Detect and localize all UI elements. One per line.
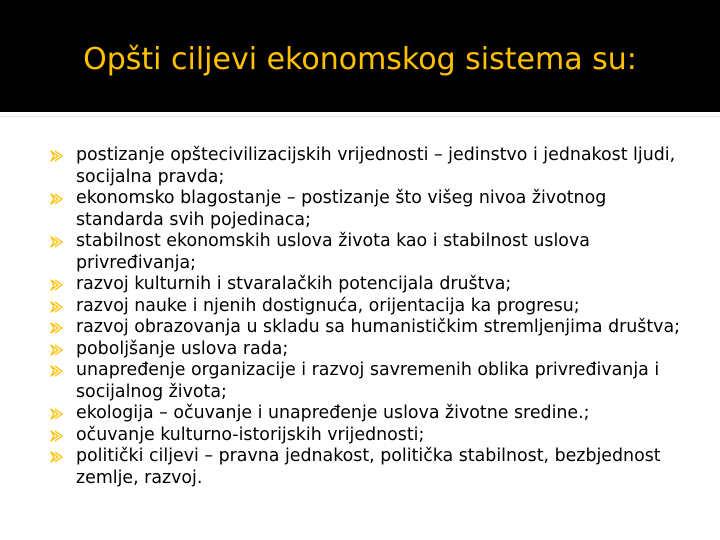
bullet-item	[50, 145, 690, 188]
bullet-text: unapređenje organizacije i razvoj savremenih oblika privređivanja i socijalnog života;	[76, 360, 660, 402]
bullet-text: očuvanje kulturno-istorijskih vrijednosti;	[76, 424, 425, 445]
hollow-diamond-arrow-icon	[50, 301, 64, 313]
bullet-text: ekonomsko blagostanje – postizanje što višeg nivoa životnog standarda svih pojedinaca;	[76, 188, 607, 230]
bullet-text: razvoj nauke i njenih dostignuća, orijentacija ka progresu;	[76, 295, 580, 316]
hollow-diamond-arrow-icon	[50, 408, 64, 420]
bullet-list	[50, 145, 690, 489]
bullet-text: politički ciljevi – pravna jednakost, politička stabilnost, bezbjednost zemlje, razvoj.	[76, 446, 661, 488]
hollow-diamond-arrow-icon	[50, 150, 64, 162]
bullet-text: razvoj kulturnih i stvaralačkih potencijala društva;	[76, 274, 512, 294]
hollow-diamond-arrow-icon	[50, 344, 64, 356]
bullet-item	[50, 231, 690, 274]
bullet-item	[50, 296, 690, 318]
slide-title: Opšti ciljevi ekonomskog sistema su:	[83, 42, 637, 77]
hollow-diamond-arrow-icon	[50, 365, 64, 377]
bullet-item	[50, 446, 690, 489]
hollow-diamond-arrow-icon	[50, 279, 64, 291]
bullet-item	[50, 274, 690, 296]
bullet-item	[50, 425, 690, 447]
bullet-item	[50, 188, 690, 231]
bullet-text: razvoj obrazovanja u skladu sa humanističkim stremljenjima društva;	[76, 317, 680, 337]
bullet-item	[50, 360, 690, 403]
bullet-item	[50, 339, 690, 361]
bullet-text: ekologija – očuvanje i unapređenje uslova životne sredine.;	[76, 403, 590, 423]
hollow-diamond-arrow-icon	[50, 193, 64, 205]
bullet-item	[50, 317, 690, 339]
title-divider	[0, 112, 720, 117]
bullet-text: postizanje opštecivilizacijskih vrijednosti – jedinstvo i jednakost ljudi, socijalna pravda;	[76, 145, 676, 187]
bullet-item	[50, 403, 690, 425]
bullet-text: poboljšanje uslova rada;	[76, 338, 289, 359]
hollow-diamond-arrow-icon	[50, 430, 64, 442]
bullet-text: stabilnost ekonomskih uslova života kao i stabilnost uslova privređivanja;	[76, 231, 590, 273]
hollow-diamond-arrow-icon	[50, 322, 64, 334]
hollow-diamond-arrow-icon	[50, 451, 64, 463]
hollow-diamond-arrow-icon	[50, 236, 64, 248]
